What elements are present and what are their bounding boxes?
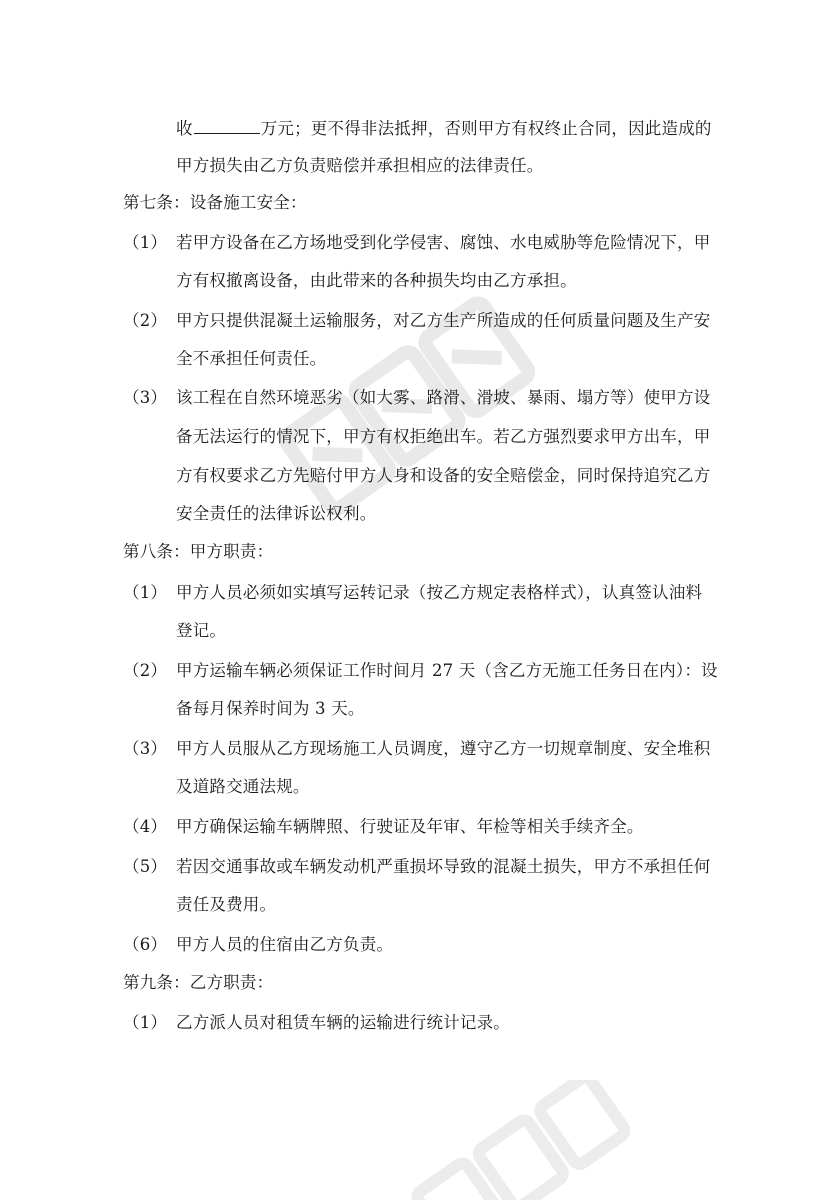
watermark-logo-icon-bottom bbox=[370, 1080, 630, 1200]
art8-item-5-number: （5） bbox=[123, 857, 168, 876]
art7-item-1-line-1: 若甲方设备在乙方场地受到化学侵害、腐蚀、水电威胁等危险情况下，甲 bbox=[176, 233, 711, 252]
art8-item-1-line-2: 登记。 bbox=[176, 621, 227, 640]
art7-item-3-number: （3） bbox=[123, 388, 168, 407]
art7-item-3-line-2: 备无法运行的情况下，甲方有权拒绝出车。若乙方强烈要求甲方出车，甲 bbox=[176, 427, 711, 446]
art8-item-4-number: （4） bbox=[123, 817, 168, 836]
article-7-heading: 第七条：设备施工安全： bbox=[123, 193, 307, 212]
art7-item-1-number: （1） bbox=[123, 233, 168, 252]
art8-item-5-line-2: 责任及费用。 bbox=[176, 895, 277, 914]
art8-item-6-line-1: 甲方人员的住宿由乙方负责。 bbox=[176, 935, 394, 954]
intro-text-a: 收 bbox=[176, 119, 193, 138]
article-9-heading: 第九条：乙方职责： bbox=[123, 973, 274, 992]
intro-line-2: 甲方损失由乙方负责赔偿并承担相应的法律责任。 bbox=[176, 156, 544, 175]
art7-item-3-line-1: 该工程在自然环境恶劣（如大雾、路滑、滑坡、暴雨、塌方等）使甲方设 bbox=[176, 388, 711, 407]
intro-text-b: 万元；更不得非法抵押，否则甲方有权终止合同，因此造成的 bbox=[260, 119, 712, 138]
art8-item-2-number: （2） bbox=[123, 661, 168, 680]
article-8-heading: 第八条：甲方职责： bbox=[123, 542, 274, 561]
art8-item-5-line-1: 若因交通事故或车辆发动机严重损坏导致的混凝土损失，甲方不承担任何 bbox=[176, 857, 711, 876]
art8-item-1-number: （1） bbox=[123, 583, 168, 602]
art7-item-1-line-2: 方有权撤离设备，由此带来的各种损失均由乙方承担。 bbox=[176, 271, 577, 290]
art8-item-2-line-1: 甲方运输车辆必须保证工作时间月 27 天（含乙方无施工任务日在内）：设 bbox=[176, 661, 718, 680]
art8-item-1-line-1: 甲方人员必须如实填写运转记录（按乙方规定表格样式），认真签认油料 bbox=[176, 583, 703, 602]
art7-item-3-line-4: 安全责任的法律诉讼权利。 bbox=[176, 504, 377, 523]
art7-item-3-line-3: 方有权要求乙方先赔付甲方人身和设备的安全赔偿金，同时保持追究乙方 bbox=[176, 466, 711, 485]
intro-line-1 bbox=[176, 117, 712, 140]
blank-amount-field bbox=[194, 117, 260, 134]
art7-item-2-line-2: 全不承担任何责任。 bbox=[176, 349, 327, 368]
art7-item-2-line-1: 甲方只提供混凝土运输服务，对乙方生产所造成的任何质量问题及生产安 bbox=[176, 311, 711, 330]
art8-item-3-line-2: 及道路交通法规。 bbox=[176, 777, 310, 796]
art9-item-1-line-1: 乙方派人员对租赁车辆的运输进行统计记录。 bbox=[176, 1013, 510, 1032]
art8-item-3-number: （3） bbox=[123, 739, 168, 758]
art8-item-4-line-1: 甲方确保运输车辆牌照、行驶证及年审、年检等相关手续齐全。 bbox=[176, 817, 644, 836]
art8-item-2-line-2: 备每月保养时间为 3 天。 bbox=[176, 699, 365, 718]
art7-item-2-number: （2） bbox=[123, 311, 168, 330]
art9-item-1-number: （1） bbox=[123, 1013, 168, 1032]
art8-item-3-line-1: 甲方人员服从乙方现场施工人员调度，遵守乙方一切规章制度、安全堆积 bbox=[176, 739, 711, 758]
art8-item-6-number: （6） bbox=[123, 935, 168, 954]
